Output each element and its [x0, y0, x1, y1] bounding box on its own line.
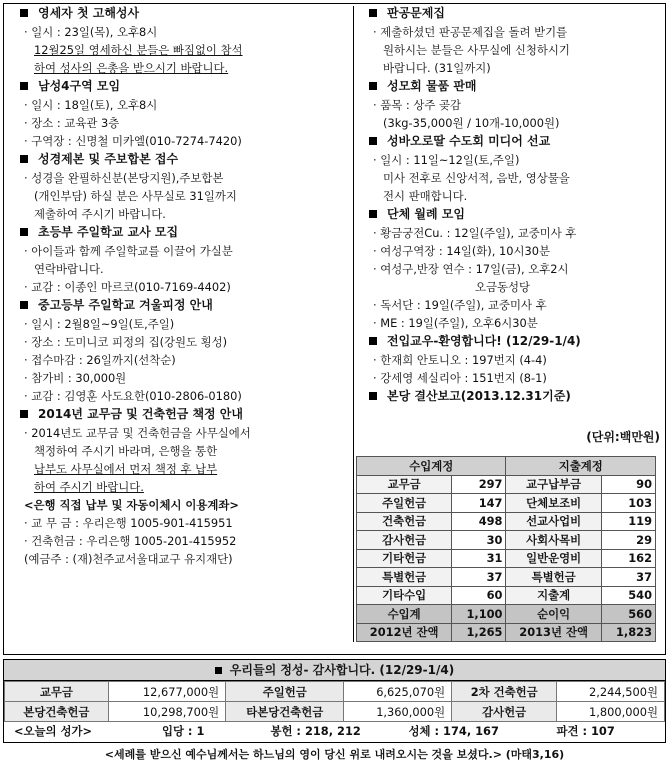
offering-amount: 6,625,070원: [344, 682, 452, 702]
income-value: 1,100: [452, 605, 506, 624]
notice-line: (개인부담) 하실 분은 사무실로 31일까지: [34, 189, 237, 203]
expense-value: 103: [601, 494, 655, 513]
section-heading: [359, 4, 661, 23]
notice-line: · 제출하셨던 판공문제집을 돌려 받기를: [373, 25, 568, 39]
notice-line: (예금주 : (재)천주교서울대교구 유지재단): [24, 552, 233, 566]
hymn-number: 입당 : 1: [161, 724, 205, 738]
expense-label: 교구납부금: [506, 475, 601, 494]
expense-value: 1,823: [601, 623, 655, 642]
notice-line: 책정하여 주시기 바라며, 은행을 통한: [34, 444, 218, 458]
offering-amount: 1,360,000원: [344, 702, 452, 722]
offering-amount: 10,298,700원: [108, 702, 225, 722]
expense-value: 90: [601, 475, 655, 494]
expense-value: 560: [601, 605, 655, 624]
offering-row: [5, 682, 665, 702]
notice-line: · 교감 : 김영훈 사도요한(010-2806-0180): [24, 389, 242, 403]
income-label: 기타헌금: [357, 549, 452, 568]
hymn-label: <오늘의 성가>: [14, 724, 93, 738]
section-title: 본당 결산보고(2013.12.31기준): [387, 389, 571, 403]
notice-line: 미사 전후로 신앙서적, 음반, 영상물을: [383, 171, 570, 185]
expense-value: 119: [601, 512, 655, 531]
offering-row: [5, 702, 665, 722]
income-value: 60: [452, 586, 506, 605]
hymn-number: 성체 : 174, 167: [408, 724, 499, 738]
offering-label: 주일헌금: [226, 682, 344, 702]
expense-label: 단체보조비: [506, 494, 601, 513]
notice-line: · 여성구,반장 연수 : 17일(금), 오후2시: [373, 262, 569, 276]
left-column: [10, 4, 350, 568]
expense-header: 지출계정: [506, 457, 656, 476]
section-heading: [359, 132, 661, 151]
offering-label: 본당건축헌금: [5, 702, 109, 722]
unit-label: (단위:백만원): [586, 430, 660, 444]
notice-line: · 장소 : 도미니코 피정의 집(강원도 횡성): [24, 335, 228, 349]
notice-line: · 일시 : 18일(토), 오후8시: [24, 98, 158, 112]
finance-row: [357, 549, 656, 568]
notice-line: 12월25일 영세하신 분들은 빠짐없이 참석: [34, 43, 243, 57]
expense-label: 2013년 잔액: [506, 623, 601, 642]
section-heading: [10, 150, 350, 169]
income-value: 297: [452, 475, 506, 494]
notice-line: · 참가비 : 30,000원: [24, 371, 127, 385]
offering-label: 감사헌금: [452, 702, 557, 722]
notice-line: 하여 주시기 바랍니다.: [34, 480, 144, 494]
income-value: 37: [452, 568, 506, 587]
square-bullet-icon: [369, 137, 377, 145]
notice-line: 납부도 사무실에서 먼저 책정 후 납부: [34, 462, 218, 476]
expense-label: 지출계: [506, 586, 601, 605]
section-heading: [359, 332, 661, 351]
notice-line: 바랍니다. (31일까지): [383, 61, 491, 75]
hymn-number: 파견 : 107: [556, 724, 615, 738]
finance-row: [357, 568, 656, 587]
notice-line: 연락바랍니다.: [34, 262, 104, 276]
section-title: 단체 월례 모임: [387, 207, 465, 221]
square-bullet-icon: [369, 210, 377, 218]
section-title: 전입교우-환영합니다! (12/29-1/4): [387, 334, 581, 348]
notice-line: 제출하여 주시기 바랍니다.: [34, 207, 166, 221]
square-bullet-icon: [20, 301, 28, 309]
notice-line: 오금동성당: [475, 280, 531, 294]
section-heading: [10, 4, 350, 23]
section-title: 영세자 첫 고해성사: [38, 6, 140, 20]
notice-line: · 강세영 세실리아 : 151번지 (8-1): [373, 371, 547, 385]
expense-value: 540: [601, 586, 655, 605]
offering-title: 우리들의 정성- 감사합니다. (12/29-1/4): [229, 663, 455, 677]
notice-line: · 교감 : 이종인 마르코(010-7169-4402): [24, 280, 231, 294]
right-column: [359, 4, 661, 406]
column-divider: [353, 6, 354, 642]
notice-line: 하여 성사의 은총을 받으시기 바랍니다.: [34, 61, 229, 75]
income-label: 주일헌금: [357, 494, 452, 513]
notice-line: · 교 무 금 : 우리은행 1005-901-415951: [24, 516, 233, 530]
notice-line: · 일시 : 11일~12일(토,주일): [373, 153, 520, 167]
offering-table: [4, 681, 665, 722]
section-heading: [359, 205, 661, 224]
notice-line: · 장소 : 교육관 3층: [24, 116, 120, 130]
expense-label: 선교사업비: [506, 512, 601, 531]
income-value: 498: [452, 512, 506, 531]
notice-line: · 일시 : 2월8일~9일(토,주일): [24, 317, 175, 331]
notice-line: · 한재희 안토니오 : 197번지 (4-4): [373, 353, 547, 367]
notice-line: · 성경을 완필하신분(본당지원),주보합본: [24, 171, 224, 185]
finance-row: [357, 512, 656, 531]
square-bullet-icon: [369, 392, 377, 400]
income-label: 2012년 잔액: [357, 623, 452, 642]
section-title: 중고등부 주일학교 겨울피정 안내: [38, 298, 213, 312]
expense-value: 162: [601, 549, 655, 568]
income-label: 교무금: [357, 475, 452, 494]
notice-line: · 일시 : 23일(목), 오후8시: [24, 25, 158, 39]
section-title: 성모회 물품 판매: [387, 79, 477, 93]
income-label: 기타수입: [357, 586, 452, 605]
section-title: 판공문제집: [387, 6, 445, 20]
notice-line: · 아이들과 함께 주일학교를 이끌어 가실분: [24, 244, 233, 258]
offering-section: [3, 659, 666, 743]
notice-line: <은행 직접 납부 및 자동이체시 이용계좌>: [24, 498, 239, 512]
finance-row: [357, 605, 656, 624]
section-title: 성바오로딸 수도회 미디어 선교: [387, 134, 551, 148]
section-heading: [359, 387, 661, 406]
offering-header: [4, 660, 665, 681]
finance-row: [357, 531, 656, 550]
section-title: 남성4구역 모임: [38, 79, 121, 93]
income-label: 감사헌금: [357, 531, 452, 550]
bible-verse: <세례를 받으신 예수님께서는 하느님의 영이 당신 위로 내려오시는 것을 보셨다.> (마태3,16): [104, 748, 565, 761]
offering-amount: 12,677,000원: [108, 682, 225, 702]
finance-row: [357, 475, 656, 494]
notice-line: · 구역장 : 신명철 미카엘(010-7274-7420): [24, 134, 242, 148]
notice-line: 전시 판매합니다.: [383, 189, 468, 203]
income-value: 1,265: [452, 623, 506, 642]
notice-line: · 여성구역장 : 14일(화), 10시30분: [373, 244, 550, 258]
notice-line: · 황금궁전Cu. : 12일(주일), 교중미사 후: [373, 226, 577, 240]
income-value: 31: [452, 549, 506, 568]
section-heading: [10, 77, 350, 96]
hymn-number: 봉헌 : 218, 212: [270, 724, 361, 738]
income-header: 수입계정: [357, 457, 506, 476]
section-heading: [10, 405, 350, 424]
notice-line: · 접수마감 : 26일까지(선착순): [24, 353, 176, 367]
notice-line: · 건축헌금 : 우리은행 1005-201-415952: [24, 534, 237, 548]
square-bullet-icon: [20, 82, 28, 90]
square-bullet-icon: [215, 667, 222, 674]
expense-value: 37: [601, 568, 655, 587]
section-heading: [10, 296, 350, 315]
expense-label: 사회사목비: [506, 531, 601, 550]
hymn-stats: [4, 722, 665, 741]
expense-label: 일반운영비: [506, 549, 601, 568]
square-bullet-icon: [20, 9, 28, 17]
offering-label: 2차 건축헌금: [452, 682, 557, 702]
finance-row: [357, 494, 656, 513]
section-title: 초등부 주일학교 교사 모집: [38, 225, 179, 239]
expense-label: 순이익: [506, 605, 601, 624]
offering-amount: 2,244,500원: [557, 682, 665, 702]
income-value: 30: [452, 531, 506, 550]
expense-value: 29: [601, 531, 655, 550]
notice-line: · 독서단 : 19일(주일), 교중미사 후: [373, 298, 547, 312]
notice-line: · 2014년도 교무금 및 건축헌금을 사무실에서: [24, 426, 251, 440]
notice-line: · ME : 19일(주일), 오후6시30분: [373, 316, 538, 330]
offering-amount: 1,800,000원: [557, 702, 665, 722]
notice-line: · 품목 : 상주 곶감: [373, 98, 461, 112]
square-bullet-icon: [20, 228, 28, 236]
section-title: 성경제본 및 주보합본 접수: [38, 152, 179, 166]
offering-label: 교무금: [5, 682, 109, 702]
square-bullet-icon: [369, 82, 377, 90]
square-bullet-icon: [20, 155, 28, 163]
finance-table: [356, 456, 656, 642]
finance-row: [357, 623, 656, 642]
square-bullet-icon: [20, 410, 28, 418]
square-bullet-icon: [369, 9, 377, 17]
section-title: 2014년 교무금 및 건축헌금 책정 안내: [38, 407, 243, 421]
expense-label: 특별헌금: [506, 568, 601, 587]
square-bullet-icon: [369, 337, 377, 345]
section-heading: [10, 223, 350, 242]
offering-label: 타본당건축헌금: [226, 702, 344, 722]
section-heading: [359, 77, 661, 96]
income-label: 건축헌금: [357, 512, 452, 531]
income-label: 수입계: [357, 605, 452, 624]
finance-row: [357, 586, 656, 605]
notice-line: 원하시는 분들은 사무실에 신청하시기: [383, 43, 570, 57]
income-label: 특별헌금: [357, 568, 452, 587]
income-value: 147: [452, 494, 506, 513]
notice-line: (3kg-35,000원 / 10개-10,000원): [383, 116, 560, 130]
